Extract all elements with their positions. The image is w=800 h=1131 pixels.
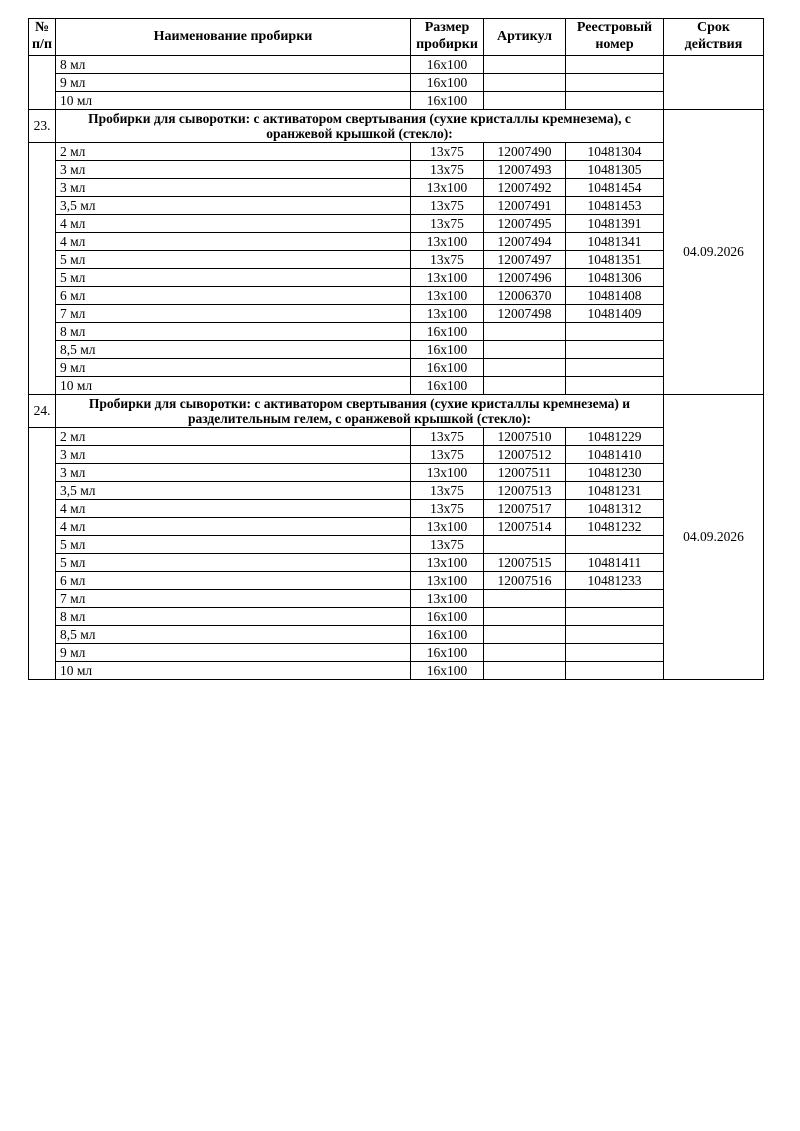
tube-size-cell: 16x100 — [411, 626, 484, 644]
table-row — [29, 446, 764, 464]
table-row — [29, 608, 764, 626]
tube-name-cell: 8,5 мл — [56, 341, 411, 359]
col-header-registry-line: номер — [595, 37, 634, 52]
table-row — [29, 92, 764, 110]
table-row — [29, 179, 764, 197]
tube-size-cell: 13x100 — [411, 233, 484, 251]
registry-cell — [566, 341, 664, 359]
article-cell: 12007515 — [484, 554, 566, 572]
article-cell: 12007514 — [484, 518, 566, 536]
tube-name-cell: 3 мл — [56, 464, 411, 482]
article-cell: 12007497 — [484, 251, 566, 269]
registry-cell — [566, 644, 664, 662]
article-cell — [484, 662, 566, 680]
tube-size-cell: 13x75 — [411, 197, 484, 215]
tube-size-cell: 13x100 — [411, 518, 484, 536]
tube-size-cell: 13x75 — [411, 215, 484, 233]
tube-name-cell: 3,5 мл — [56, 197, 411, 215]
tube-size-cell: 16x100 — [411, 644, 484, 662]
article-cell — [484, 56, 566, 74]
table-row — [29, 644, 764, 662]
table-row — [29, 626, 764, 644]
col-header-name: Наименование пробирки — [56, 19, 411, 56]
table-row — [29, 464, 764, 482]
registry-cell: 10481306 — [566, 269, 664, 287]
tube-name-cell: 5 мл — [56, 554, 411, 572]
tube-size-cell: 13x75 — [411, 536, 484, 554]
registry-cell — [566, 359, 664, 377]
section-number-cell: 24. — [29, 395, 56, 428]
article-cell: 12007495 — [484, 215, 566, 233]
tube-name-cell: 8 мл — [56, 56, 411, 74]
table-row — [29, 536, 764, 554]
table-row — [29, 269, 764, 287]
article-cell: 12006370 — [484, 287, 566, 305]
table-header-row — [29, 19, 764, 56]
registry-cell: 10481305 — [566, 161, 664, 179]
article-cell: 12007498 — [484, 305, 566, 323]
tube-name-cell: 3,5 мл — [56, 482, 411, 500]
tube-name-cell: 4 мл — [56, 215, 411, 233]
col-header-num-line: № — [34, 20, 50, 36]
table-row — [29, 197, 764, 215]
tube-name-cell: 6 мл — [56, 572, 411, 590]
section-title-cell — [56, 395, 664, 428]
col-header-num-line: п/п — [31, 37, 53, 52]
tube-size-cell: 16x100 — [411, 359, 484, 377]
registry-cell — [566, 536, 664, 554]
table-row — [29, 56, 764, 74]
tube-name-cell: 2 мл — [56, 428, 411, 446]
section-title-line: Пробирки для сыворотки: с активатором свертывания (сухие кристаллы кремнезема), с — [88, 111, 631, 126]
article-cell — [484, 377, 566, 395]
tube-name-cell: 10 мл — [56, 377, 411, 395]
article-cell — [484, 608, 566, 626]
col-header-num — [29, 19, 56, 56]
article-cell: 12007516 — [484, 572, 566, 590]
tube-name-cell: 8 мл — [56, 608, 411, 626]
tube-name-cell: 9 мл — [56, 74, 411, 92]
tube-size-cell: 16x100 — [411, 662, 484, 680]
article-cell: 12007492 — [484, 179, 566, 197]
tube-size-cell: 13x100 — [411, 179, 484, 197]
registry-cell: 10481304 — [566, 143, 664, 161]
registry-cell: 10481454 — [566, 179, 664, 197]
tube-size-cell: 13x100 — [411, 305, 484, 323]
tube-name-cell: 9 мл — [56, 644, 411, 662]
table-row — [29, 251, 764, 269]
tube-name-cell: 8,5 мл — [56, 626, 411, 644]
tube-size-cell: 13x100 — [411, 554, 484, 572]
article-cell — [484, 323, 566, 341]
tube-size-cell: 16x100 — [411, 74, 484, 92]
table-row — [29, 572, 764, 590]
article-cell — [484, 536, 566, 554]
row-number-cell — [29, 428, 56, 680]
table-row — [29, 590, 764, 608]
table-row — [29, 518, 764, 536]
section-header-row — [29, 110, 764, 143]
registry-cell: 10481229 — [566, 428, 664, 446]
table-row — [29, 500, 764, 518]
registry-cell: 10481351 — [566, 251, 664, 269]
col-header-size — [411, 19, 484, 56]
article-cell — [484, 644, 566, 662]
registry-cell: 10481408 — [566, 287, 664, 305]
article-cell — [484, 626, 566, 644]
table-row — [29, 554, 764, 572]
table-row — [29, 428, 764, 446]
tube-name-cell: 10 мл — [56, 662, 411, 680]
col-header-article: Артикул — [484, 19, 566, 56]
tube-name-cell: 10 мл — [56, 92, 411, 110]
tubes-registry-table — [28, 18, 764, 680]
tube-size-cell: 13x75 — [411, 500, 484, 518]
tube-size-cell: 13x75 — [411, 143, 484, 161]
tube-size-cell: 16x100 — [411, 608, 484, 626]
registry-cell — [566, 662, 664, 680]
article-cell — [484, 341, 566, 359]
article-cell: 12007512 — [484, 446, 566, 464]
tube-size-cell: 16x100 — [411, 323, 484, 341]
table-row — [29, 233, 764, 251]
row-number-cell — [29, 56, 56, 110]
tube-size-cell: 13x100 — [411, 269, 484, 287]
section-title-line: Пробирки для сыворотки: с активатором свертывания (сухие кристаллы кремнезема) и — [88, 396, 631, 411]
col-header-registry-line: Реестровый — [576, 20, 653, 36]
section-header-row — [29, 395, 764, 428]
registry-cell — [566, 608, 664, 626]
registry-cell: 10481231 — [566, 482, 664, 500]
article-cell: 12007510 — [484, 428, 566, 446]
tube-size-cell: 16x100 — [411, 341, 484, 359]
article-cell: 12007493 — [484, 161, 566, 179]
tube-name-cell: 5 мл — [56, 536, 411, 554]
tube-name-cell: 4 мл — [56, 233, 411, 251]
registry-cell — [566, 626, 664, 644]
table-row — [29, 359, 764, 377]
article-cell — [484, 92, 566, 110]
section-title-cell — [56, 110, 664, 143]
tube-size-cell: 13x100 — [411, 590, 484, 608]
table-row — [29, 287, 764, 305]
registry-cell — [566, 74, 664, 92]
article-cell — [484, 359, 566, 377]
tube-size-cell: 13x75 — [411, 251, 484, 269]
table-row — [29, 74, 764, 92]
tube-size-cell: 13x100 — [411, 572, 484, 590]
table-row — [29, 323, 764, 341]
article-cell: 12007490 — [484, 143, 566, 161]
col-header-validity-line: Срок — [697, 20, 730, 36]
tube-size-cell: 13x100 — [411, 287, 484, 305]
col-header-validity-line: действия — [684, 37, 743, 52]
registry-cell: 10481410 — [566, 446, 664, 464]
registry-cell: 10481411 — [566, 554, 664, 572]
article-cell: 12007494 — [484, 233, 566, 251]
document-page — [28, 18, 764, 680]
col-header-size-line: Размер — [424, 20, 470, 36]
tube-size-cell: 13x75 — [411, 446, 484, 464]
registry-cell: 10481233 — [566, 572, 664, 590]
section-title-line: разделительным гелем, с оранжевой крышкой (стекло): — [187, 411, 532, 426]
article-cell: 12007491 — [484, 197, 566, 215]
tube-name-cell: 9 мл — [56, 359, 411, 377]
registry-cell — [566, 377, 664, 395]
table-row — [29, 377, 764, 395]
table-row — [29, 143, 764, 161]
validity-cell — [664, 56, 764, 110]
validity-cell: 04.09.2026 — [664, 110, 764, 395]
tube-name-cell: 2 мл — [56, 143, 411, 161]
table-row — [29, 662, 764, 680]
col-header-registry — [566, 19, 664, 56]
tube-name-cell: 4 мл — [56, 500, 411, 518]
article-cell: 12007496 — [484, 269, 566, 287]
tube-size-cell: 13x75 — [411, 482, 484, 500]
col-header-size-line: пробирки — [416, 37, 478, 52]
article-cell: 12007517 — [484, 500, 566, 518]
registry-cell: 10481453 — [566, 197, 664, 215]
table-row — [29, 215, 764, 233]
tube-name-cell: 6 мл — [56, 287, 411, 305]
article-cell — [484, 590, 566, 608]
registry-cell: 10481232 — [566, 518, 664, 536]
registry-cell: 10481409 — [566, 305, 664, 323]
section-number-cell: 23. — [29, 110, 56, 143]
col-header-validity — [664, 19, 764, 56]
registry-cell: 10481391 — [566, 215, 664, 233]
registry-cell — [566, 92, 664, 110]
tube-name-cell: 5 мл — [56, 251, 411, 269]
article-cell: 12007513 — [484, 482, 566, 500]
validity-cell: 04.09.2026 — [664, 395, 764, 680]
table-row — [29, 161, 764, 179]
tube-name-cell: 4 мл — [56, 518, 411, 536]
registry-cell — [566, 590, 664, 608]
tube-size-cell: 13x75 — [411, 161, 484, 179]
registry-cell — [566, 56, 664, 74]
registry-cell: 10481230 — [566, 464, 664, 482]
table-row — [29, 305, 764, 323]
registry-cell: 10481312 — [566, 500, 664, 518]
article-cell — [484, 74, 566, 92]
tube-name-cell: 3 мл — [56, 446, 411, 464]
tube-size-cell: 13x100 — [411, 464, 484, 482]
tube-name-cell: 7 мл — [56, 305, 411, 323]
tube-size-cell: 16x100 — [411, 377, 484, 395]
tube-size-cell: 16x100 — [411, 56, 484, 74]
table-row — [29, 341, 764, 359]
tube-name-cell: 8 мл — [56, 323, 411, 341]
tube-name-cell: 3 мл — [56, 161, 411, 179]
registry-cell — [566, 323, 664, 341]
row-number-cell — [29, 143, 56, 395]
table-row — [29, 482, 764, 500]
tube-size-cell: 13x75 — [411, 428, 484, 446]
section-title-line: оранжевой крышкой (стекло): — [266, 126, 453, 141]
tube-name-cell: 5 мл — [56, 269, 411, 287]
registry-cell: 10481341 — [566, 233, 664, 251]
article-cell: 12007511 — [484, 464, 566, 482]
tube-name-cell: 3 мл — [56, 179, 411, 197]
tube-name-cell: 7 мл — [56, 590, 411, 608]
tube-size-cell: 16x100 — [411, 92, 484, 110]
